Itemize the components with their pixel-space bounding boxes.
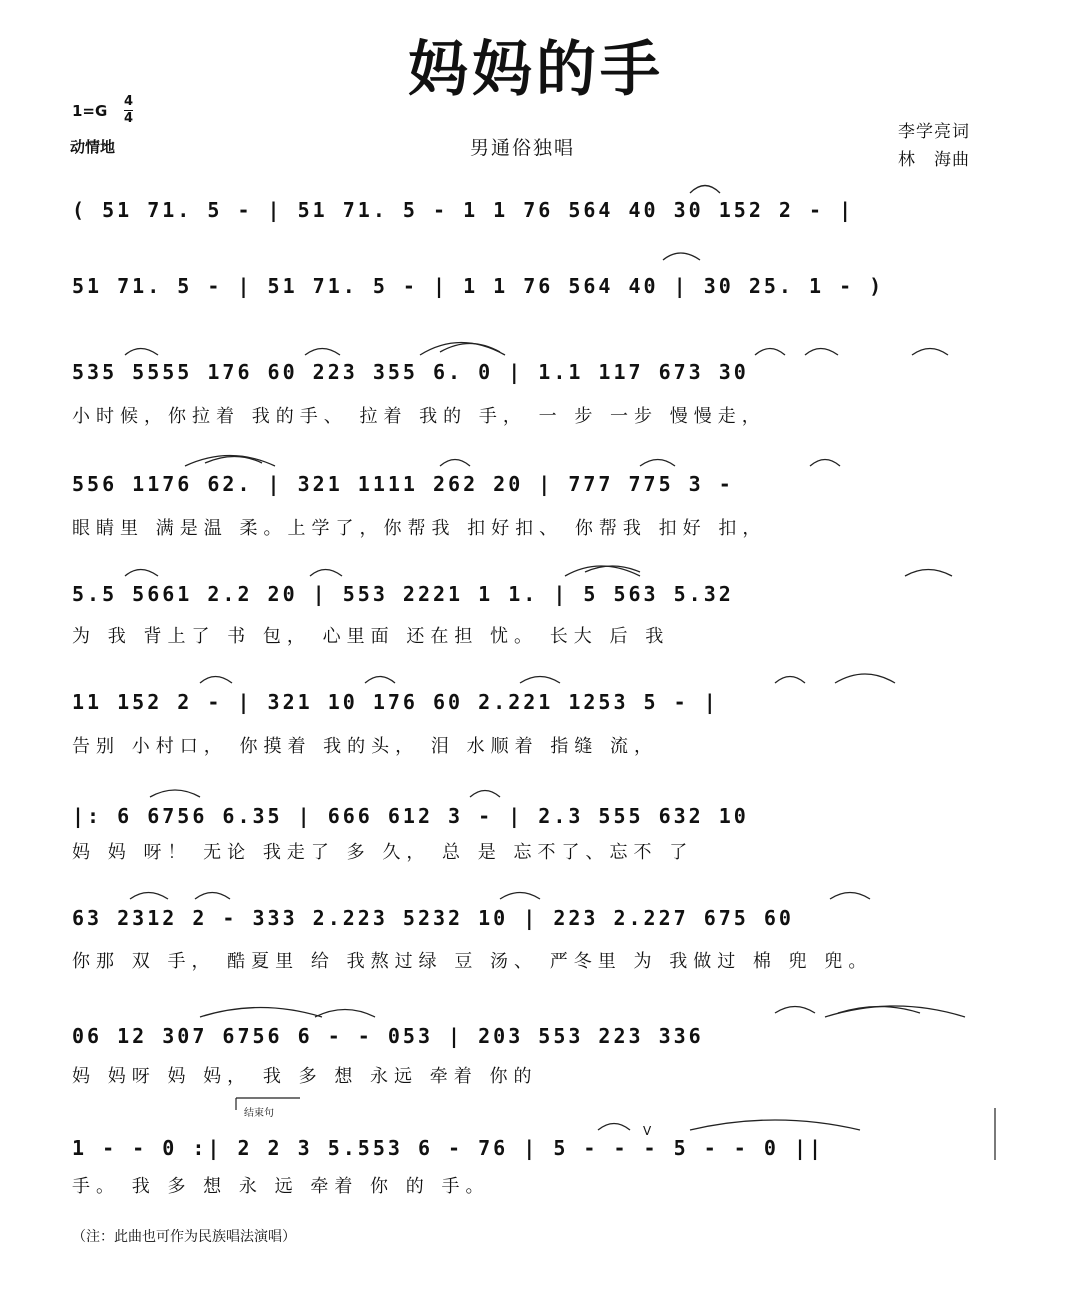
time-signature-top: 4 (124, 94, 134, 109)
score-row-1-notes: ( 51 71. 5 - | 51 71. 5 - 1 1 76 564 40 30 152 2 - | (72, 198, 855, 222)
slur-arc (640, 460, 675, 467)
slur-arc (470, 791, 500, 798)
slur-arc (365, 677, 395, 684)
slur-arc (905, 570, 952, 577)
score-row-3-notes: 535 5555 176 60 223 355 6. 0 | 1.1 117 673 30 (72, 360, 749, 384)
slur-arc (200, 1008, 322, 1018)
time-signature-bottom: 4 (124, 111, 134, 126)
slur-arc (775, 1007, 815, 1014)
score-row-4-notes: 556 1176 62. | 321 1111 262 20 | 777 775 3 - (72, 472, 734, 496)
slur-arc (150, 790, 200, 797)
slur-arc (305, 349, 340, 356)
slur-arc (835, 674, 895, 683)
ending-bracket (236, 1098, 300, 1110)
genre-label: 男通俗独唱 (470, 137, 576, 159)
slur-arc (440, 344, 500, 353)
slur-arc (130, 893, 168, 900)
song-title: 妈妈的手 (408, 35, 664, 105)
slur-arc (663, 253, 700, 260)
slur-arc (125, 570, 158, 577)
score-row-7-lyrics: 妈 妈 呀！ 无论 我走了 多 久， 总 是 忘不了、忘不 了 (72, 842, 694, 863)
breath-mark: V (643, 1124, 652, 1138)
score-row-9-notes: 06 12 307 6756 6 - - 053 | 203 553 223 336 (72, 1024, 704, 1048)
slur-arc (598, 1124, 630, 1131)
score-row-10-notes: 1 - - 0 :| 2 2 3 5.553 6 - 76 | 5 - - - 5 - - 0 || (72, 1136, 825, 1160)
slur-arc (830, 893, 870, 900)
slur-arc (500, 893, 540, 900)
score-row-7-notes: |: 6 6756 6.35 | 666 612 3 - | 2.3 555 632 10 (72, 804, 749, 828)
score-row-3-lyrics: 小时候，你拉着 我的手、 拉着 我的 手， 一 步 一步 慢慢走， (72, 406, 766, 427)
score-row-2-notes: 51 71. 5 - | 51 71. 5 - | 1 1 76 564 40 | 30 25. 1 - ) (72, 274, 885, 298)
lyricist-credit: 李学亮词 (898, 122, 970, 142)
ending-marker: 结束句 (244, 1108, 274, 1119)
score-row-4-lyrics: 眼睛里 满是温 柔。上学了，你帮我 扣好扣、 你帮我 扣好 扣， (72, 518, 767, 539)
slur-arc (805, 349, 838, 356)
slur-arc (690, 1120, 860, 1130)
slur-arc (440, 460, 470, 467)
slur-arc (690, 186, 720, 194)
slur-arc (775, 677, 805, 684)
slur-arc (310, 570, 342, 577)
slur-arc (755, 349, 785, 356)
slur-arc (200, 677, 232, 684)
slur-arc (810, 460, 840, 467)
score-row-5-notes: 5.5 5661 2.2 20 | 553 2221 1 1. | 5 563 5.32 (72, 582, 734, 606)
slur-arc (195, 893, 230, 900)
score-row-10-lyrics: 手。 我 多 想 永 远 牵着 你 的 手。 (72, 1176, 490, 1197)
score-row-5-lyrics: 为 我 背上了 书 包， 心里面 还在担 忧。 长大 后 我 (72, 626, 670, 647)
slur-arc (315, 1010, 375, 1018)
score-row-6-notes: 11 152 2 - | 321 10 176 60 2.221 1253 5 - | (72, 690, 719, 714)
score-row-8-notes: 63 2312 2 - 333 2.223 5232 10 | 223 2.227 675 60 (72, 906, 794, 930)
footnote: （注：此曲也可作为民族唱法演唱） (72, 1229, 296, 1245)
tempo-marking: 动情地 (70, 138, 116, 156)
key-signature: 1=G (72, 102, 108, 120)
score-row-6-lyrics: 告别 小村口， 你摸着 我的头， 泪 水顺着 指缝 流， (72, 736, 659, 757)
slur-arc (912, 349, 948, 356)
composer-credit: 林 海曲 (898, 150, 970, 170)
score-row-8-lyrics: 你那 双 手， 酷夏里 给 我熬过绿 豆 汤、 严冬里 为 我做过 棉 兜 兜。 (72, 951, 873, 972)
score-row-9-lyrics: 妈 妈呀 妈 妈， 我 多 想 永远 牵着 你的 (72, 1066, 538, 1087)
slur-arc (520, 677, 560, 684)
slur-arc (838, 1007, 920, 1014)
slur-arc (125, 349, 158, 356)
